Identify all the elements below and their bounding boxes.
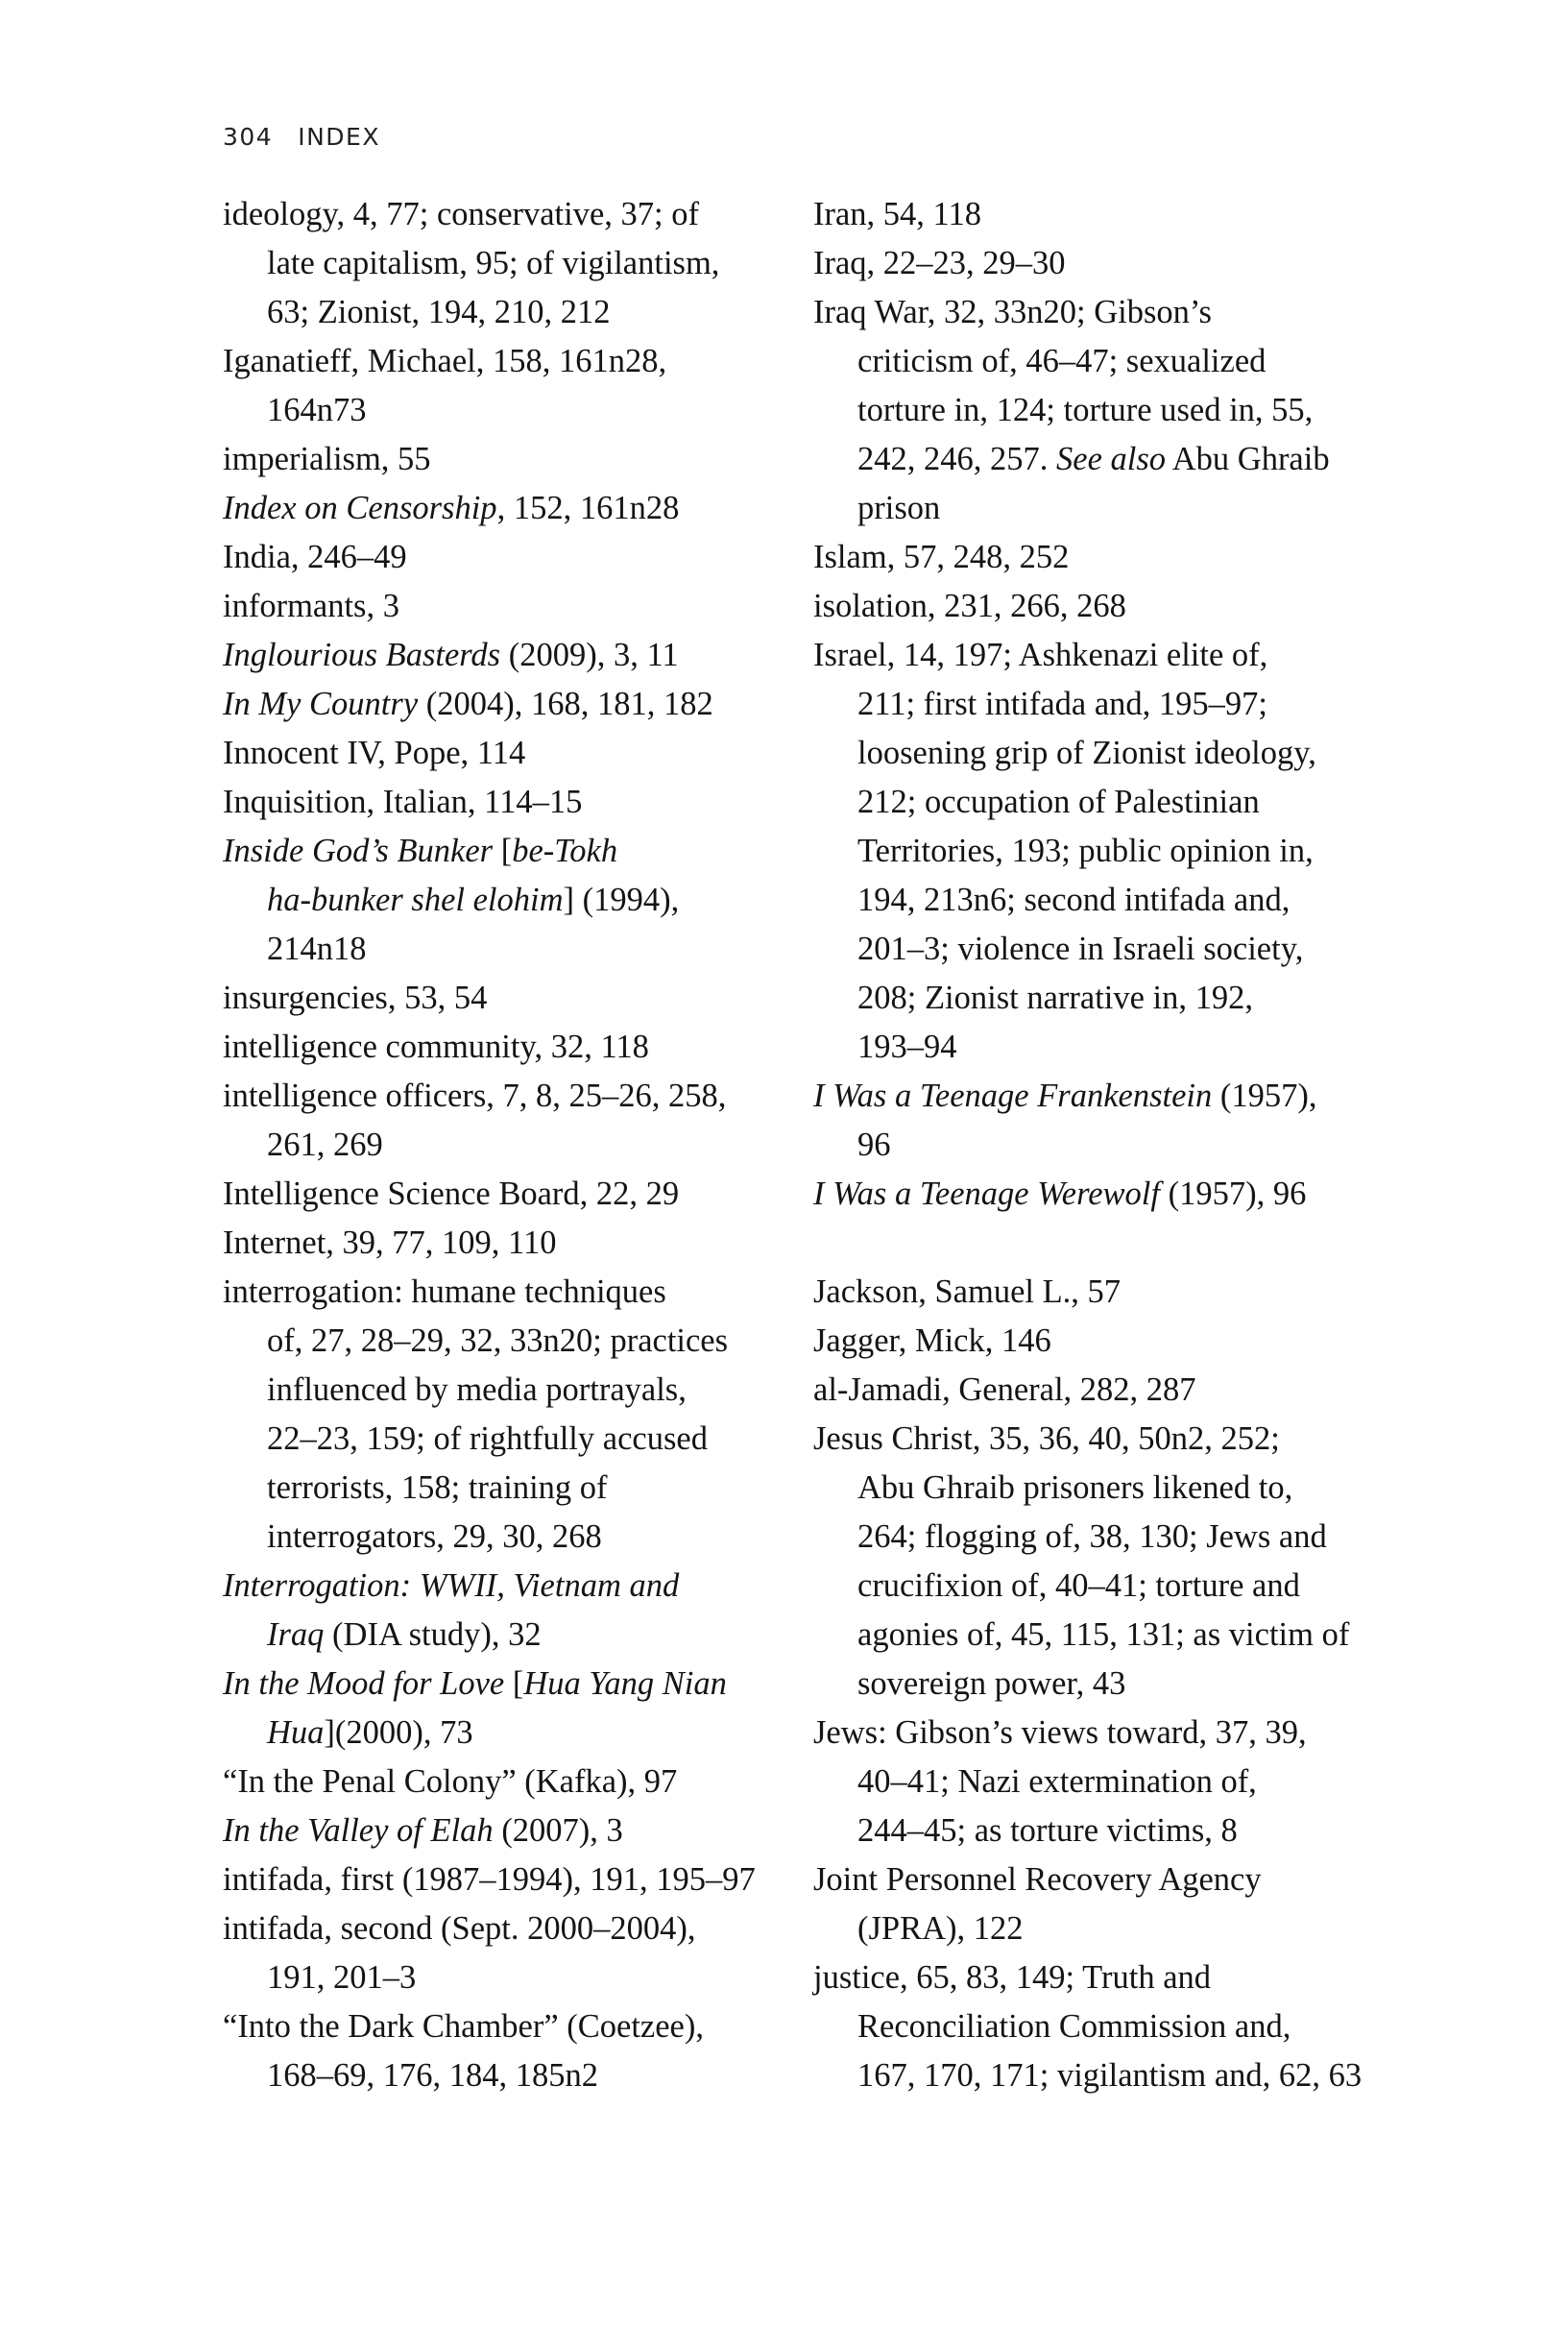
- entry-text: 208; Zionist narrative in, 192,: [857, 980, 1254, 1016]
- entry-text: ideology, 4, 77; conservative, 37; of: [223, 196, 699, 232]
- italic-title-text: See also: [1056, 441, 1167, 477]
- entry-text: prison: [857, 490, 941, 526]
- entry-text: Israel, 14, 197; Ashkenazi elite of,: [813, 637, 1268, 673]
- index-entry-continuation: [813, 1904, 1389, 1953]
- entry-text: sovereign power, 43: [857, 1665, 1126, 1702]
- index-entry: [223, 1562, 780, 1660]
- index-entry-continuation: [223, 1611, 780, 1660]
- index-entry: [223, 1806, 780, 1855]
- italic-title-text: be-Tokh: [512, 833, 618, 869]
- entry-text: Inquisition, Italian, 114–15: [223, 784, 583, 820]
- entry-text: late capitalism, 95; of vigilantism,: [267, 245, 720, 281]
- entry-text: (DIA study), 32: [324, 1616, 542, 1653]
- italic-title-text: I Was a Teenage Frankenstein: [813, 1078, 1213, 1114]
- entry-text: isolation, 231, 266, 268: [813, 588, 1126, 624]
- index-entry-continuation: [813, 435, 1389, 484]
- entry-text: [: [504, 1665, 524, 1702]
- index-entry: [223, 1268, 780, 1562]
- entry-text: Jagger, Mick, 146: [813, 1322, 1051, 1359]
- index-entry: [813, 582, 1389, 631]
- index-entry-line: [223, 533, 780, 582]
- index-entry-line: [813, 533, 1389, 582]
- index-entry: [813, 1317, 1389, 1366]
- entry-text: agonies of, 45, 115, 131; as victim of: [857, 1616, 1350, 1653]
- entry-text: , 152, 161n28: [496, 490, 680, 526]
- entry-text: 212; occupation of Palestinian: [857, 784, 1260, 820]
- index-entry-continuation: [223, 1366, 780, 1415]
- italic-title-text: I Was a Teenage Werewolf: [813, 1176, 1160, 1212]
- index-entry-line: [813, 582, 1389, 631]
- index-entry-line: [223, 1219, 780, 1268]
- entry-text: Intelligence Science Board, 22, 29: [223, 1176, 680, 1212]
- entry-text: (1957), 96: [1159, 1176, 1307, 1212]
- italic-title-text: Hua Yang Nian: [523, 1665, 727, 1702]
- index-entry: [223, 1660, 780, 1758]
- entry-text: 40–41; Nazi extermination of,: [857, 1763, 1257, 1800]
- index-entry-continuation: [813, 680, 1389, 729]
- index-entry-continuation: [813, 729, 1389, 778]
- index-entry: [223, 974, 780, 1023]
- index-entry-line: [223, 1268, 780, 1317]
- index-entry: [813, 190, 1389, 239]
- index-entry: [223, 680, 780, 729]
- index-entry-continuation: [813, 337, 1389, 386]
- entry-text: 168–69, 176, 184, 185n2: [267, 2057, 598, 2094]
- entry-text: 63; Zionist, 194, 210, 212: [267, 294, 611, 330]
- entry-text: Iraq War, 32, 33n20; Gibson’s: [813, 294, 1212, 330]
- index-entry: [813, 631, 1389, 1072]
- entry-text: intelligence officers, 7, 8, 25–26, 258,: [223, 1078, 727, 1114]
- index-entry-line: [813, 1855, 1389, 1904]
- entry-text: 164n73: [267, 392, 367, 428]
- index-entry-line: [223, 435, 780, 484]
- entry-text: Abu Ghraib prisoners likened to,: [857, 1469, 1293, 1506]
- index-entry-continuation: [813, 974, 1389, 1023]
- index-entry: [223, 729, 780, 778]
- entry-text: insurgencies, 53, 54: [223, 980, 488, 1016]
- entry-text: (2007), 3: [493, 1812, 623, 1849]
- index-entry-continuation: [813, 925, 1389, 974]
- index-entry: [223, 1855, 780, 1904]
- entry-text: Jesus Christ, 35, 36, 40, 50n2, 252;: [813, 1420, 1280, 1457]
- index-entry-continuation: [813, 876, 1389, 925]
- index-entry-continuation: [813, 778, 1389, 827]
- index-entry: [223, 631, 780, 680]
- entry-text: Internet, 39, 77, 109, 110: [223, 1224, 557, 1261]
- index-entry: [223, 435, 780, 484]
- entry-text: Abu Ghraib: [1166, 441, 1330, 477]
- italic-title-text: In the Mood for Love: [223, 1665, 505, 1702]
- index-entry-line: [223, 1660, 780, 1709]
- index-entry: [813, 288, 1389, 533]
- index-entry: [223, 1072, 780, 1170]
- index-entry-continuation: [223, 1513, 780, 1562]
- index-entry-line: [223, 190, 780, 239]
- index-entry-continuation: [813, 2002, 1389, 2051]
- section-title: INDEX: [298, 123, 380, 151]
- index-entry-continuation: [813, 827, 1389, 876]
- index-entry-line: [223, 729, 780, 778]
- entry-text: intifada, first (1987–1994), 191, 195–97: [223, 1861, 756, 1898]
- index-entry-continuation: [813, 2051, 1389, 2100]
- index-entry: [813, 533, 1389, 582]
- italic-title-text: Index on Censorship: [223, 490, 497, 526]
- entry-text: 22–23, 159; of rightfully accused: [267, 1420, 708, 1457]
- index-entry-line: [813, 1953, 1389, 2002]
- entry-text: Jackson, Samuel L., 57: [813, 1273, 1122, 1310]
- index-entry-line: [223, 1562, 780, 1611]
- running-head: [223, 123, 380, 151]
- index-entry-line: [223, 680, 780, 729]
- index-entry-continuation: [223, 386, 780, 435]
- index-entry-continuation: [813, 1023, 1389, 1072]
- index-entry: [813, 1953, 1389, 2100]
- italic-title-text: In My Country: [223, 686, 419, 722]
- page-number: 304: [223, 123, 274, 151]
- index-entry: [223, 1023, 780, 1072]
- entry-text: (2004), 168, 181, 182: [418, 686, 713, 722]
- index-entry-line: [223, 827, 780, 876]
- index-column-left: [223, 190, 780, 2100]
- index-entry-continuation: [223, 288, 780, 337]
- index-entry-line: [223, 1806, 780, 1855]
- entry-text: 211; first intifada and, 195–97;: [857, 686, 1268, 722]
- entry-text: “Into the Dark Chamber” (Coetzee),: [223, 2008, 704, 2045]
- entry-text: 264; flogging of, 38, 130; Jews and: [857, 1518, 1327, 1555]
- entry-text: loosening grip of Zionist ideology,: [857, 735, 1316, 771]
- index-entry: [223, 778, 780, 827]
- entry-text: (2009), 3, 11: [500, 637, 679, 673]
- italic-title-text: Hua: [267, 1714, 325, 1751]
- index-entry-continuation: [813, 1660, 1389, 1709]
- entry-text: Reconciliation Commission and,: [857, 2008, 1291, 2045]
- italic-title-text: Iraq: [267, 1616, 325, 1653]
- index-entry-continuation: [223, 1121, 780, 1170]
- entry-text: 193–94: [857, 1029, 957, 1065]
- index-entry: [223, 1758, 780, 1806]
- entry-text: Iraq, 22–23, 29–30: [813, 245, 1066, 281]
- index-entry-continuation: [223, 1953, 780, 2002]
- entry-text: torture in, 124; torture used in, 55,: [857, 392, 1314, 428]
- entry-text: al-Jamadi, General, 282, 287: [813, 1371, 1196, 1408]
- entry-text: 214n18: [267, 931, 367, 967]
- entry-text: Iran, 54, 118: [813, 196, 982, 232]
- italic-title-text: In the Valley of Elah: [223, 1812, 494, 1849]
- index-entry-line: [223, 484, 780, 533]
- index-entry-continuation: [813, 1464, 1389, 1513]
- entry-text: imperialism, 55: [223, 441, 431, 477]
- index-entry-line: [223, 1023, 780, 1072]
- index-entry-line: [813, 1268, 1389, 1317]
- index-entry-line: [223, 2002, 780, 2051]
- index-entry-continuation: [223, 239, 780, 288]
- letter-group-gap: [813, 1219, 1389, 1268]
- index-entry-line: [813, 190, 1389, 239]
- index-entry-line: [223, 974, 780, 1023]
- entry-text: Jews: Gibson’s views toward, 37, 39,: [813, 1714, 1307, 1751]
- index-entry: [223, 2002, 780, 2100]
- index-entry: [813, 1855, 1389, 1953]
- index-entry-line: [223, 1855, 780, 1904]
- index-entry-continuation: [223, 2051, 780, 2100]
- entry-text: intelligence community, 32, 118: [223, 1029, 649, 1065]
- index-entry: [223, 337, 780, 435]
- entry-text: intifada, second (Sept. 2000–2004),: [223, 1910, 696, 1947]
- entry-text: 244–45; as torture victims, 8: [857, 1812, 1238, 1849]
- entry-text: 201–3; violence in Israeli society,: [857, 931, 1304, 967]
- index-entry: [813, 1366, 1389, 1415]
- index-entry-line: [223, 1758, 780, 1806]
- index-entry-line: [813, 1072, 1389, 1121]
- entry-text: Islam, 57, 248, 252: [813, 539, 1070, 575]
- entry-text: India, 246–49: [223, 539, 407, 575]
- index-entry: [223, 1170, 780, 1219]
- entry-text: ](2000), 73: [324, 1714, 473, 1751]
- index-entry: [813, 1072, 1389, 1170]
- index-entry-line: [813, 631, 1389, 680]
- index-entry: [813, 239, 1389, 288]
- index-entry: [223, 1219, 780, 1268]
- index-entry: [813, 1268, 1389, 1317]
- entry-text: 191, 201–3: [267, 1959, 417, 1996]
- index-entry-line: [223, 631, 780, 680]
- index-entry-line: [813, 239, 1389, 288]
- index-entry: [223, 484, 780, 533]
- index-entry-continuation: [813, 1121, 1389, 1170]
- index-entry-continuation: [223, 1464, 780, 1513]
- index-entry-line: [223, 778, 780, 827]
- index-entry: [223, 827, 780, 974]
- entry-text: informants, 3: [223, 588, 399, 624]
- index-entry-line: [813, 1415, 1389, 1464]
- index-entry-continuation: [223, 1415, 780, 1464]
- entry-text: influenced by media portrayals,: [267, 1371, 687, 1408]
- entry-text: 261, 269: [267, 1127, 383, 1163]
- entry-text: “In the Penal Colony” (Kafka), 97: [223, 1763, 678, 1800]
- index-entry-continuation: [813, 1513, 1389, 1562]
- entry-text: Joint Personnel Recovery Agency: [813, 1861, 1262, 1898]
- index-entry-continuation: [813, 1758, 1389, 1806]
- index-entry: [223, 582, 780, 631]
- index-entry-line: [223, 1072, 780, 1121]
- entry-text: Innocent IV, Pope, 114: [223, 735, 526, 771]
- index-entry-continuation: [223, 1317, 780, 1366]
- entry-text: 167, 170, 171; vigilantism and, 62, 63: [857, 2057, 1363, 2094]
- index-entry-line: [813, 1366, 1389, 1415]
- entry-text: terrorists, 158; training of: [267, 1469, 608, 1506]
- entry-text: crucifixion of, 40–41; torture and: [857, 1567, 1300, 1604]
- index-entry-line: [813, 1170, 1389, 1219]
- entry-text: interrogators, 29, 30, 268: [267, 1518, 602, 1555]
- entry-text: [: [493, 833, 513, 869]
- entry-text: (JPRA), 122: [857, 1910, 1024, 1947]
- italic-title-text: Interrogation: WWII, Vietnam and: [223, 1567, 680, 1604]
- entry-text: 242, 246, 257.: [857, 441, 1056, 477]
- index-entry-line: [813, 1709, 1389, 1758]
- entry-text: interrogation: humane techniques: [223, 1273, 666, 1310]
- entry-text: of, 27, 28–29, 32, 33n20; practices: [267, 1322, 729, 1359]
- entry-text: 96: [857, 1127, 891, 1163]
- index-column-right: [813, 190, 1389, 2100]
- index-entry-line: [223, 582, 780, 631]
- index-entry-line: [813, 1317, 1389, 1366]
- index-entry-continuation: [813, 1806, 1389, 1855]
- index-entry-line: [223, 1904, 780, 1953]
- index-entry: [223, 533, 780, 582]
- index-entry-continuation: [223, 925, 780, 974]
- index-entry: [223, 190, 780, 337]
- index-entry-continuation: [813, 1611, 1389, 1660]
- italic-title-text: Inside God’s Bunker: [223, 833, 494, 869]
- entry-text: criticism of, 46–47; sexualized: [857, 343, 1266, 379]
- index-entry-continuation: [223, 1709, 780, 1758]
- index-entry-continuation: [813, 484, 1389, 533]
- entry-text: Territories, 193; public opinion in,: [857, 833, 1314, 869]
- index-entry: [813, 1709, 1389, 1855]
- index-entry-line: [813, 288, 1389, 337]
- index-entry: [813, 1170, 1389, 1219]
- italic-title-text: ha-bunker shel elohim: [267, 882, 564, 918]
- entry-text: 194, 213n6; second intifada and,: [857, 882, 1291, 918]
- index-entry-continuation: [813, 386, 1389, 435]
- italic-title-text: Inglourious Basterds: [223, 637, 501, 673]
- index-entry: [223, 1904, 780, 2002]
- entry-text: (1957),: [1212, 1078, 1317, 1114]
- entry-text: justice, 65, 83, 149; Truth and: [813, 1959, 1212, 1996]
- index-entry-line: [223, 1170, 780, 1219]
- entry-text: ] (1994),: [563, 882, 680, 918]
- entry-text: Iganatieff, Michael, 158, 161n28,: [223, 343, 667, 379]
- index-entry-continuation: [223, 876, 780, 925]
- index-entry-line: [223, 337, 780, 386]
- index-entry: [813, 1415, 1389, 1709]
- index-entry-continuation: [813, 1562, 1389, 1611]
